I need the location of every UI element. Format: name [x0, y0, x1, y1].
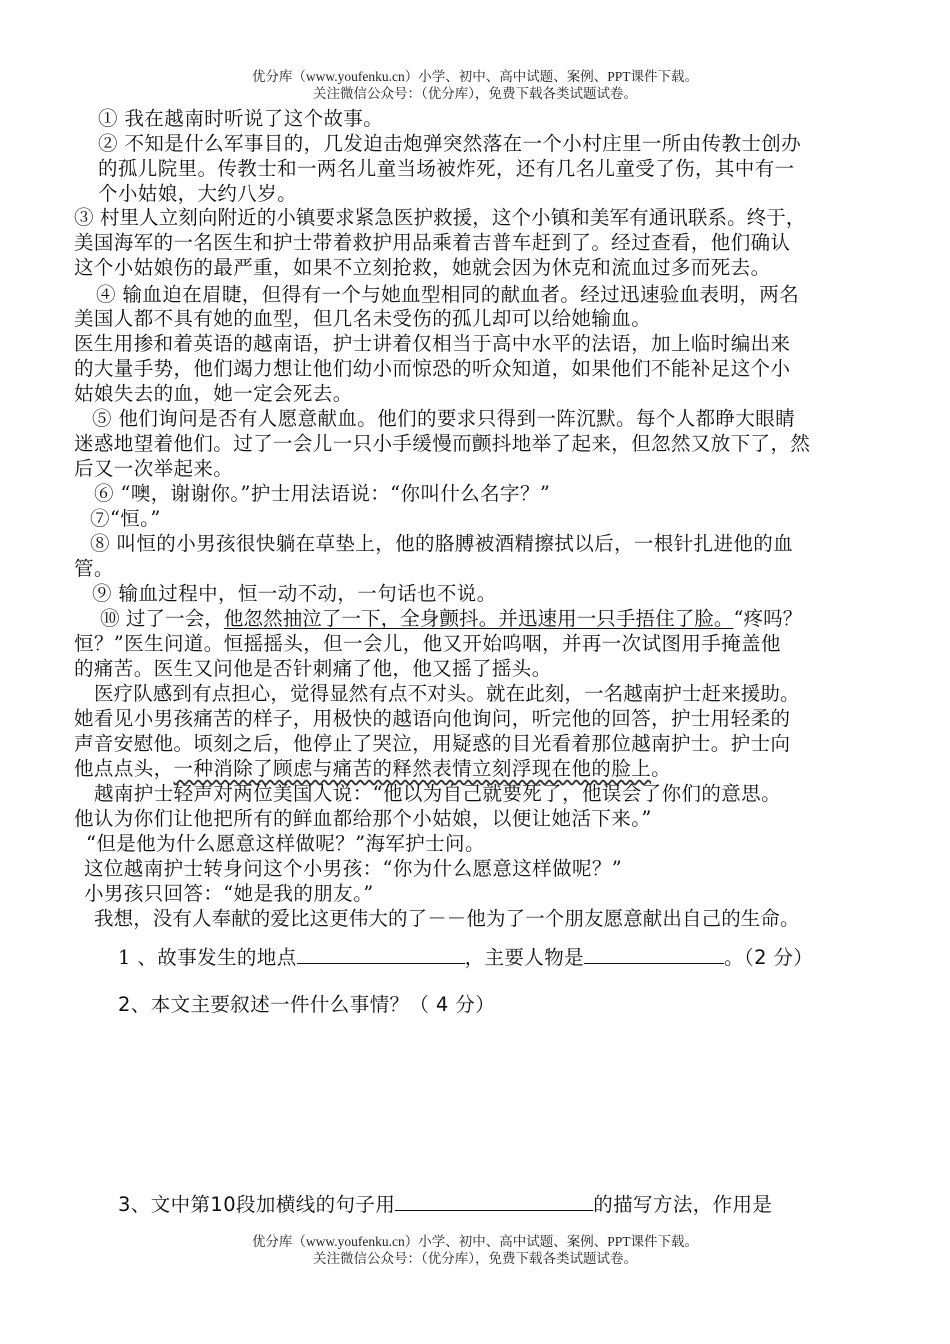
- question-1: [118, 943, 813, 970]
- footer-line-1: 优分库（www.youfenku.cn）小学、初中、高中试题、案例、PPT课件下载。: [251, 1234, 699, 1249]
- question-1-middle: ，主要人物是: [464, 946, 585, 969]
- paragraph-5-line-3: 后又一次举起来。: [74, 457, 234, 480]
- question-1-score: 。（2 分）: [724, 946, 814, 969]
- paragraph-2-line-1: ② 不知是什么军事目的，几发迫击炮弹突然落在一个小村庄里一所由传教士创办: [98, 132, 802, 155]
- paragraph-3-line-1: ③ 村里人立刻向附近的小镇要求紧急医护救援，这个小镇和美军有通讯联系。终于，: [74, 206, 806, 229]
- paragraph-11-lead: 他点点头，: [74, 757, 174, 780]
- question-3-prompt: 3、文中第10段加横线的句子用: [118, 1193, 396, 1216]
- paragraph-1: ① 我在越南时听说了这个故事。: [98, 107, 384, 130]
- wavy-underlined-sentence: 一种消除了顾虑与痛苦的释然表情立刻浮现在他的脸上: [173, 757, 652, 780]
- answer-blank-location[interactable]: [297, 943, 465, 964]
- paragraph-2-line-3: 个小姑娘，大约八岁。: [98, 182, 298, 205]
- paragraph-3-line-3: 这个小姑娘伤的最严重，如果不立刻抢救，她就会因为休克和流血过多而死去。: [74, 256, 771, 279]
- paragraph-7: ⑦“恒。”: [90, 507, 161, 530]
- paragraph-4-line-2: 美国人都不具有她的血型，但几名未受伤的孤儿却可以给她输血。: [74, 307, 652, 330]
- answer-blank-method[interactable]: [395, 1190, 593, 1211]
- paragraph-11-tail: 。: [651, 757, 672, 780]
- paragraph-15: 小男孩只回答：“她是我的朋友。”: [84, 882, 374, 905]
- paragraph-2-line-2: 的孤儿院里。传教士和一两名儿童当场被炸死，还有几名儿童受了伤，其中有一: [98, 157, 795, 180]
- footer-line-2: 关注微信公众号：（优分库），免费下载各类试题试卷。: [313, 1251, 637, 1266]
- paragraph-5-line-2: 迷惑地望着他们。过了一会儿一只小手缓慢而颤抖地举了起来，但忽然又放下了，然: [74, 432, 811, 455]
- paragraph-11-line-1: 医疗队感到有点担心，觉得显然有点不对头。就在此刻，一名越南护士赶来援助。: [94, 682, 800, 705]
- paragraph-14: 这位越南护士转身问这个小男孩：“你为什么愿意这样做呢？”: [84, 857, 623, 880]
- paragraph-4-line-1: ④ 输血迫在眉睫，但得有一个与她血型相同的献血者。经过迅速验血表明，两名: [96, 283, 800, 306]
- paragraph-8-line-2: 管。: [74, 557, 114, 580]
- paragraph-10-lead: ⑩ 过了一会，: [100, 607, 224, 630]
- question-3: [118, 1190, 772, 1217]
- paragraph-9: ⑨ 输血过程中，恒一动不动，一句话也不说。: [92, 582, 497, 605]
- paragraph-12-line-2: 他认为你们让他把所有的鲜血都给那个小姑娘，以便让她活下来。”: [74, 807, 652, 830]
- header-line-1: 优分库（www.youfenku.cn）小学、初中、高中试题、案例、PPT课件下载。: [251, 69, 699, 84]
- paragraph-4-line-4: 的大量手势，他们竭力想让他们幼小而惊恐的听众知道，如果他们不能补足这个小: [74, 357, 791, 380]
- paragraph-6: ⑥ “噢，谢谢你。”护士用法语说：“你叫什么名字？”: [94, 482, 551, 505]
- paragraph-12-line-1: 越南护士轻声对两位美国人说：“他以为自己就要死了，他误会了你们的意思。: [94, 782, 781, 805]
- paragraph-4-line-3: 医生用掺和着英语的越南语，护士讲着仅相当于高中水平的法语，加上临时编出来: [74, 332, 791, 355]
- paragraph-10-line-2: 恒？”医生问道。恒摇摇头，但一会儿，他又开始呜咽，并再一次试图用手掩盖他: [74, 632, 781, 655]
- paragraph-10-line-3: 的痛苦。医生又问他是否针刺痛了他，他又摇了摇头。: [74, 657, 552, 680]
- paragraph-3-line-2: 美国海军的一名医生和护士带着救护用品乘着吉普车赶到了。经过查看，他们确认: [74, 231, 791, 254]
- paragraph-10-tail: “疼吗？: [733, 607, 803, 630]
- header-line-2: 关注微信公众号：（优分库），免费下载各类试题试卷。: [313, 86, 637, 101]
- paragraph-16: 我想，没有人奉献的爱比这更伟大的了－－他为了一个朋友愿意献出自己的生命。: [94, 907, 800, 930]
- paragraph-11-line-2: 她看见小男孩痛苦的样子，用极快的越语向他询问，听完他的回答，护士用轻柔的: [74, 707, 791, 730]
- paragraph-8-line-1: ⑧ 叫恒的小男孩很快躺在草垫上，他的胳膊被酒精擦拭以后，一根针扎进他的血: [90, 532, 794, 555]
- question-2: 2、本文主要叙述一件什么事情？（ 4 分）: [118, 993, 496, 1016]
- paragraph-4-line-5: 姑娘失去的血，她一定会死去。: [74, 382, 353, 405]
- question-3-tail: 的描写方法，作用是: [593, 1193, 773, 1216]
- paragraph-5-line-1: ⑤ 他们询问是否有人愿意献血。他们的要求只得到一阵沉默。每个人都睁大眼睛: [92, 407, 796, 430]
- paragraph-13: “但是他为什么愿意这样做呢？”海军护士问。: [86, 832, 485, 855]
- paragraph-11-line-3: 声音安慰他。顷刻之后，他停止了哭泣，用疑惑的目光看着那位越南护士。护士向: [74, 732, 791, 755]
- paragraph-11-line-4: [74, 756, 671, 781]
- underlined-sentence: 他忽然抽泣了一下，全身颤抖。并迅速用一只手捂住了脸。: [223, 607, 734, 630]
- page-footer: [0, 1233, 950, 1267]
- page-header: [0, 68, 950, 102]
- question-1-prompt: 1 、故事发生的地点: [118, 946, 297, 969]
- answer-blank-characters[interactable]: [584, 943, 724, 964]
- paragraph-10-line-1: [100, 606, 802, 631]
